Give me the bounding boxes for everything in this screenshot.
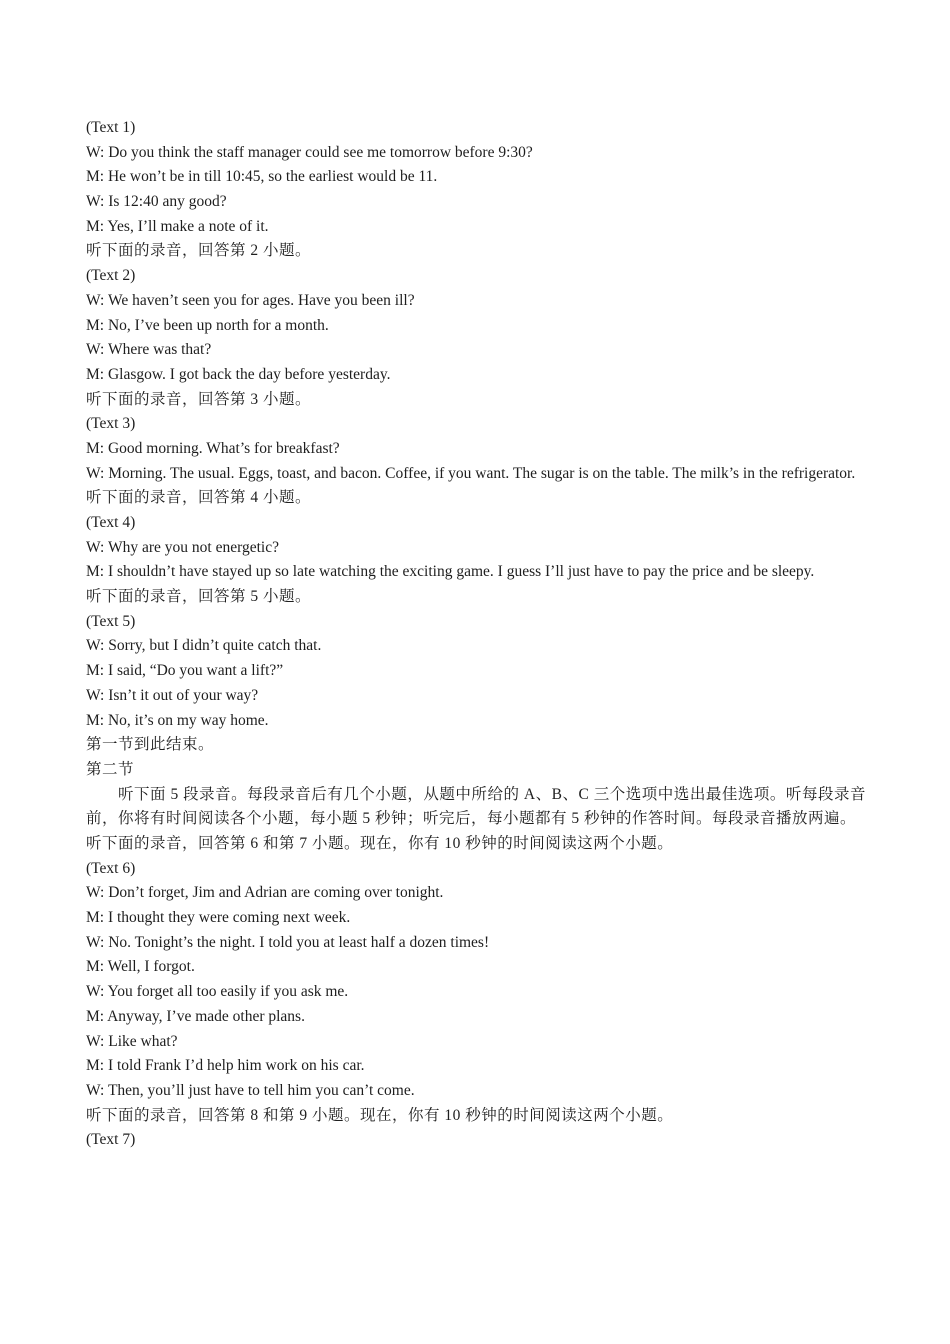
instruction-line: 听下面的录音，回答第 6 和第 7 小题。现在，你有 10 秒钟的时间阅读这两个小题。 bbox=[86, 835, 674, 852]
dialogue-line: W: Why are you not energetic? bbox=[86, 538, 279, 556]
instruction-line: 听下面的录音，回答第 4 小题。 bbox=[86, 489, 312, 507]
dialogue-line: W: Like what? bbox=[86, 1032, 178, 1050]
dialogue-line: W: Where was that? bbox=[86, 341, 212, 359]
dialogue-line: W: Sorry, but I didn’t quite catch that. bbox=[86, 637, 322, 655]
dialogue-line: M: I thought they were coming next week. bbox=[86, 909, 351, 927]
instruction-line: 听下面的录音，回答第 8 和第 9 小题。现在，你有 10 秒钟的时间阅读这两个小题。 bbox=[86, 1106, 674, 1124]
text-4-heading: (Text 4) bbox=[86, 514, 136, 532]
dialogue-line: M: No, I’ve been up north for a month. bbox=[86, 316, 329, 334]
text-2-heading: (Text 2) bbox=[86, 267, 136, 285]
dialogue-line: M: No, it’s on my way home. bbox=[86, 711, 269, 729]
dialogue-line: M: I told Frank I’d help him work on his car. bbox=[86, 1057, 365, 1075]
dialogue-line: W: Don’t forget, Jim and Adrian are coming over tonight. bbox=[86, 884, 444, 902]
dialogue-line: M: Glasgow. I got back the day before yesterday. bbox=[86, 365, 391, 383]
text-3-heading: (Text 3) bbox=[86, 415, 136, 433]
text-6-heading: (Text 6) bbox=[86, 859, 136, 877]
dialogue-line: M: I said, “Do you want a lift?” bbox=[86, 662, 284, 680]
dialogue-line: W: You forget all too easily if you ask me. bbox=[86, 983, 349, 1001]
section-end-line: 第一节到此结束。 bbox=[86, 736, 215, 754]
dialogue-line: M: He won’t be in till 10:45, so the earliest would be 11. bbox=[86, 168, 438, 186]
dialogue-line: W: No. Tonight’s the night. I told you at least half a dozen times! bbox=[86, 933, 490, 951]
dialogue-line: W: Is 12:40 any good? bbox=[86, 193, 227, 211]
dialogue-line: M: Anyway, I’ve made other plans. bbox=[86, 1007, 305, 1025]
dialogue-line: W: Isn’t it out of your way? bbox=[86, 686, 259, 704]
section-heading: 第二节 bbox=[86, 760, 135, 778]
dialogue-line: W: Then, you’ll just have to tell him you can’t come. bbox=[86, 1081, 415, 1099]
dialogue-line: M: Well, I forgot. bbox=[86, 958, 195, 976]
text-5-heading: (Text 5) bbox=[86, 612, 136, 630]
text-7-heading: (Text 7) bbox=[86, 1131, 136, 1149]
section-instructions: 听下面 5 段录音。每段录音后有几个小题，从题中所给的 A、B、C 三个选项中选出最佳选项。听每段录音前，你将有时间阅读各个小题，每小题 5 秒钟；听完后，每小题都有 5 秒钟的作答时间。每段录音播放两遍。 bbox=[86, 785, 866, 828]
instruction-line: 听下面的录音，回答第 2 小题。 bbox=[86, 242, 312, 260]
instruction-line: 听下面的录音，回答第 5 小题。 bbox=[86, 588, 312, 606]
dialogue-line: W: Morning. The usual. Eggs, toast, and bacon. Coffee, if you want. The sugar is on the table. The milk’s in the refrigerator. bbox=[86, 464, 856, 482]
instruction-line: 听下面的录音，回答第 3 小题。 bbox=[86, 390, 312, 408]
transcript-page bbox=[86, 116, 866, 1153]
dialogue-line: W: Do you think the staff manager could see me tomorrow before 9:30? bbox=[86, 143, 533, 161]
dialogue-line: W: We haven’t seen you for ages. Have you been ill? bbox=[86, 291, 415, 309]
dialogue-line: M: I shouldn’t have stayed up so late watching the exciting game. I guess I’ll just have to pay the price and be sleepy. bbox=[86, 563, 815, 581]
dialogue-line: M: Yes, I’ll make a note of it. bbox=[86, 217, 269, 235]
text-1-heading: (Text 1) bbox=[86, 119, 136, 136]
dialogue-line: M: Good morning. What’s for breakfast? bbox=[86, 439, 340, 457]
